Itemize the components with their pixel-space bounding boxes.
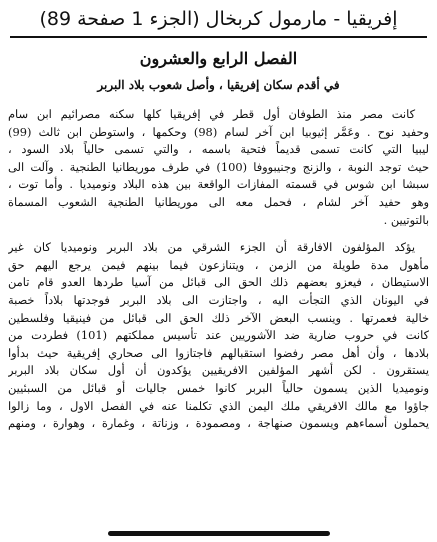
paragraph-2 — [8, 239, 429, 433]
text-line: يحملون أسماءهم ويسمون صنهاجة ، ومصمودة ، وزناتة ، وغمارة ، وهوارة ، ومنهم — [8, 416, 429, 431]
text-line: مأهول مدة طويلة من الزمن ، ويتنازعون فيما بينهم فيمن يرجع اليهم حق — [8, 257, 429, 272]
text-line: كانت مصر منذ الطوفان أول قطر في إفريقيا كلها سكنه مصرائيم ابن سام — [8, 107, 415, 121]
text-line: يستقرون . لكن أشهر المؤلفين الافريقيين يؤكدون أن أول سكان بلاد البربر — [8, 363, 429, 378]
home-indicator-bar[interactable] — [108, 531, 330, 536]
text-line: الاستيطان ، فيعزو بعضهم ذلك الحق الى قبائل من آسيا طردها العدو قام تامن — [8, 275, 429, 290]
paragraph-gap — [8, 229, 429, 239]
text-line: حيث توجد النوبة ، والزنج وجنيبووفا (100) في طرف موريطانيا الطنجية . وآلت الى — [8, 159, 429, 174]
paragraph-1 — [8, 106, 429, 229]
text-line: جاؤوا مع مالك الافريقي ملك اليمن الذي تكلمنا عنه في الفصل الاول ، وما زالوا — [8, 398, 429, 413]
text-line: وهو حفيد آخر لشام ، فحمل معه الى موريطانيا الطنجية الشعوب المسماة — [8, 194, 429, 209]
text-line: كانت في حروب ضارية ضد الآشوريين عند تأسيس مملكتهم (101) فطردت من — [8, 328, 429, 343]
page-header: إفريقيا - مارمول كربخال (الجزء 1 صفحة 89) — [39, 8, 398, 30]
chapter-subtitle: في أقدم سكان إفريقيا ، وأصل شعوب بلاد البربر — [97, 78, 340, 92]
text-line: سبشا ابن شوس في قسمته المفازات الواقعة بين هذه البلاد ونوميديا . وأما توت ، — [8, 177, 429, 192]
text-line: خالية فعمرتها . وينسب البعض الآخر ذلك الحق الى قبائل من فينيقيا وفلسطين — [8, 310, 429, 325]
text-line: ونوميديا الذين يسمون حالياً البربر كانوا خمس جاليات أو قبائل من السبئيين — [8, 380, 429, 395]
text-line: في اليونان الذي التجأت اليه ، واجتازت الى بلاد البربر فوجدتها بلاداً خصبة — [8, 292, 429, 307]
text-line: ليبيا التي كانت تسمى قديماً فتحية باسمه ، والتي تسمى حالياً بلاد السود ، — [8, 142, 429, 157]
text-line: بالتوتيين . — [383, 212, 429, 227]
text-line: يؤكد المؤلفون الافارقة أن الجزء الشرقي من بلاد البربر ونوميديا كان غير — [8, 240, 415, 255]
text-line: بلادها ، وأن أهل مصر رفضوا استقبالهم فاجتازوا الى صحاري إفريقية حيث بدأوا — [8, 345, 429, 360]
body-text — [8, 106, 429, 433]
text-line: وحفيد نوح . وعَمَّر إثيوبيا ابن آخر لسام (98) وحكمها ، واستوطن ابن ثالث (99) — [8, 124, 429, 139]
chapter-title: الفصل الرابع والعشرون — [139, 49, 298, 68]
header-rule — [10, 36, 427, 38]
